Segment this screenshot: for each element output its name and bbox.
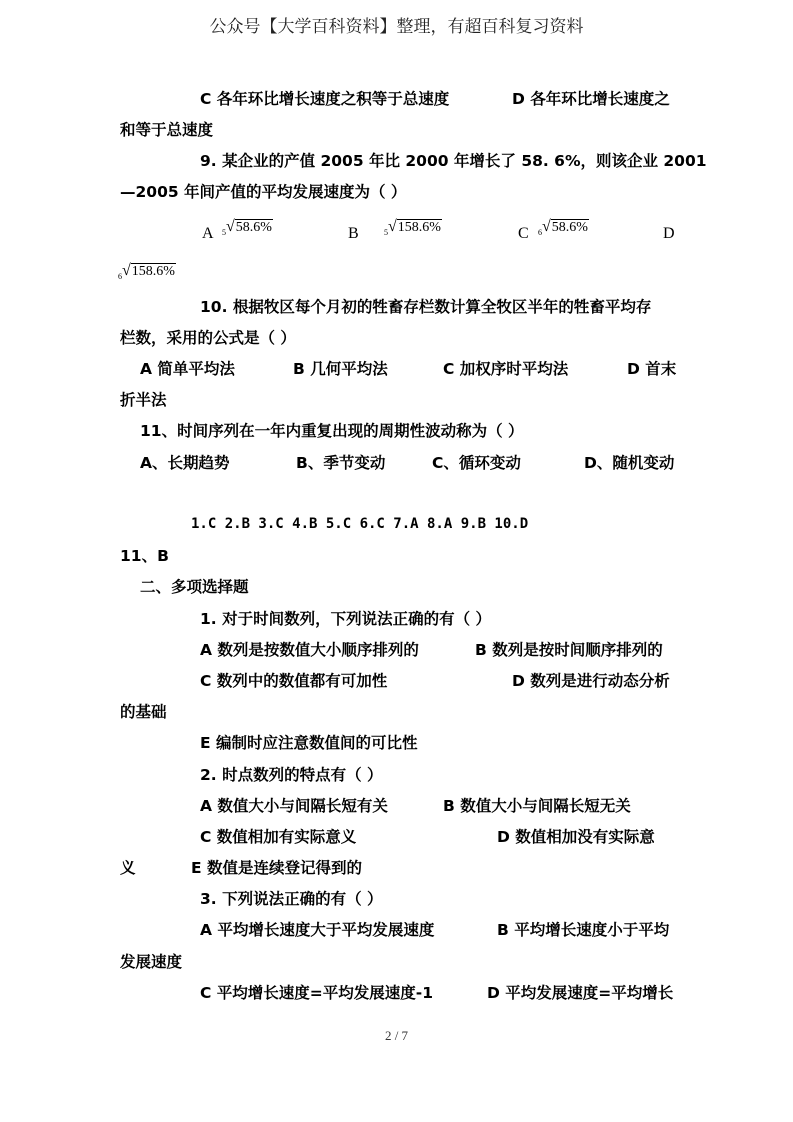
radical-index: 5: [384, 228, 388, 237]
question-11: 11、时间序列在一年内重复出现的周期性波动称为（ ）: [140, 422, 524, 440]
mq2-stem: 2. 时点数列的特点有（ ）: [200, 766, 383, 784]
q9-option-d-label: D: [663, 225, 675, 242]
q9-option-d-radical: [118, 262, 176, 286]
mq3-option-b: B 平均增长速度小于平均: [497, 921, 670, 939]
q9-option-b-label: B: [348, 225, 359, 242]
q11-option-a: A、长期趋势: [140, 454, 230, 472]
radicand: 158.6%: [397, 220, 441, 235]
mq3-option-c: C 平均增长速度=平均发展速度-1: [200, 984, 433, 1002]
q8-option-d: D 各年环比增长速度之: [512, 90, 670, 108]
mq1-option-b: B 数列是按时间顺序排列的: [475, 641, 663, 659]
radical-index: 6: [118, 272, 122, 281]
q10-option-d-cont: 折半法: [120, 391, 167, 409]
mq2-option-b: B 数值大小与间隔长短无关: [443, 797, 631, 815]
radicand: 158.6%: [131, 264, 175, 279]
mq2-option-d-cont: 义: [120, 859, 136, 877]
radical-sign: √: [542, 218, 551, 235]
mq2-option-d: D 数值相加没有实际意: [497, 828, 655, 846]
question-10-line1: 10. 根据牧区每个月初的牲畜存栏数计算全牧区半年的牲畜平均存: [200, 298, 652, 316]
radicand: 58.6%: [235, 220, 272, 235]
mq1-option-d: D 数列是进行动态分析: [512, 672, 670, 690]
section-2-title: 二、多项选择题: [140, 578, 249, 596]
mq1-stem: 1. 对于时间数列，下列说法正确的有（ ）: [200, 610, 491, 628]
answers-line2: 11、B: [120, 547, 169, 565]
q8-option-c: C 各年环比增长速度之积等于总速度: [200, 90, 450, 108]
mq3-stem: 3. 下列说法正确的有（ ）: [200, 890, 383, 908]
answers-line1: 1.C 2.B 3.C 4.B 5.C 6.C 7.A 8.A 9.B 10.D: [191, 516, 529, 532]
mq1-option-d-cont: 的基础: [120, 703, 167, 721]
question-9-line1: 9. 某企业的产值 2005 年比 2000 年增长了 58. 6%，则该企业 2001: [200, 152, 707, 170]
mq3-option-b-cont: 发展速度: [120, 953, 183, 971]
mq2-option-e: E 数值是连续登记得到的: [191, 859, 362, 877]
q9-option-c-label: C: [518, 225, 529, 242]
radical-sign: √: [226, 218, 235, 235]
q9-option-a-label: A: [202, 225, 214, 242]
q11-option-b: B、季节变动: [296, 454, 386, 472]
radical-index: 5: [222, 228, 226, 237]
question-10-line2: 栏数，采用的公式是（ ）: [120, 329, 296, 347]
q9-option-c-radical: [538, 218, 589, 242]
q10-option-a: A 简单平均法: [140, 360, 235, 378]
q11-option-d: D、随机变动: [584, 454, 675, 472]
question-9-line2: —2005 年间产值的平均发展速度为（ ）: [120, 183, 407, 201]
q10-option-b: B 几何平均法: [293, 360, 388, 378]
q11-option-c: C、循环变动: [432, 454, 521, 472]
page-header: 公众号【大学百科资料】整理，有超百科复习资料: [209, 17, 584, 37]
q8-option-d-cont: 和等于总速度: [120, 121, 214, 139]
mq2-option-c: C 数值相加有实际意义: [200, 828, 357, 846]
radical-index: 6: [538, 228, 542, 237]
q9-option-a-radical: [222, 218, 273, 242]
q10-option-d: D 首末: [627, 360, 677, 378]
mq3-option-a: A 平均增长速度大于平均发展速度: [200, 921, 435, 939]
mq2-option-a: A 数值大小与间隔长短有关: [200, 797, 388, 815]
radical-sign: √: [122, 262, 131, 279]
page-number: 2 / 7: [384, 1028, 409, 1043]
q10-option-c: C 加权序时平均法: [443, 360, 569, 378]
mq1-option-c: C 数列中的数值都有可加性: [200, 672, 388, 690]
mq1-option-e: E 编制时应注意数值间的可比性: [200, 734, 418, 752]
mq3-option-d: D 平均发展速度=平均增长: [487, 984, 674, 1002]
radical-sign: √: [388, 218, 397, 235]
q9-option-b-radical: [384, 218, 442, 242]
radicand: 58.6%: [551, 220, 588, 235]
mq1-option-a: A 数列是按数值大小顺序排列的: [200, 641, 419, 659]
